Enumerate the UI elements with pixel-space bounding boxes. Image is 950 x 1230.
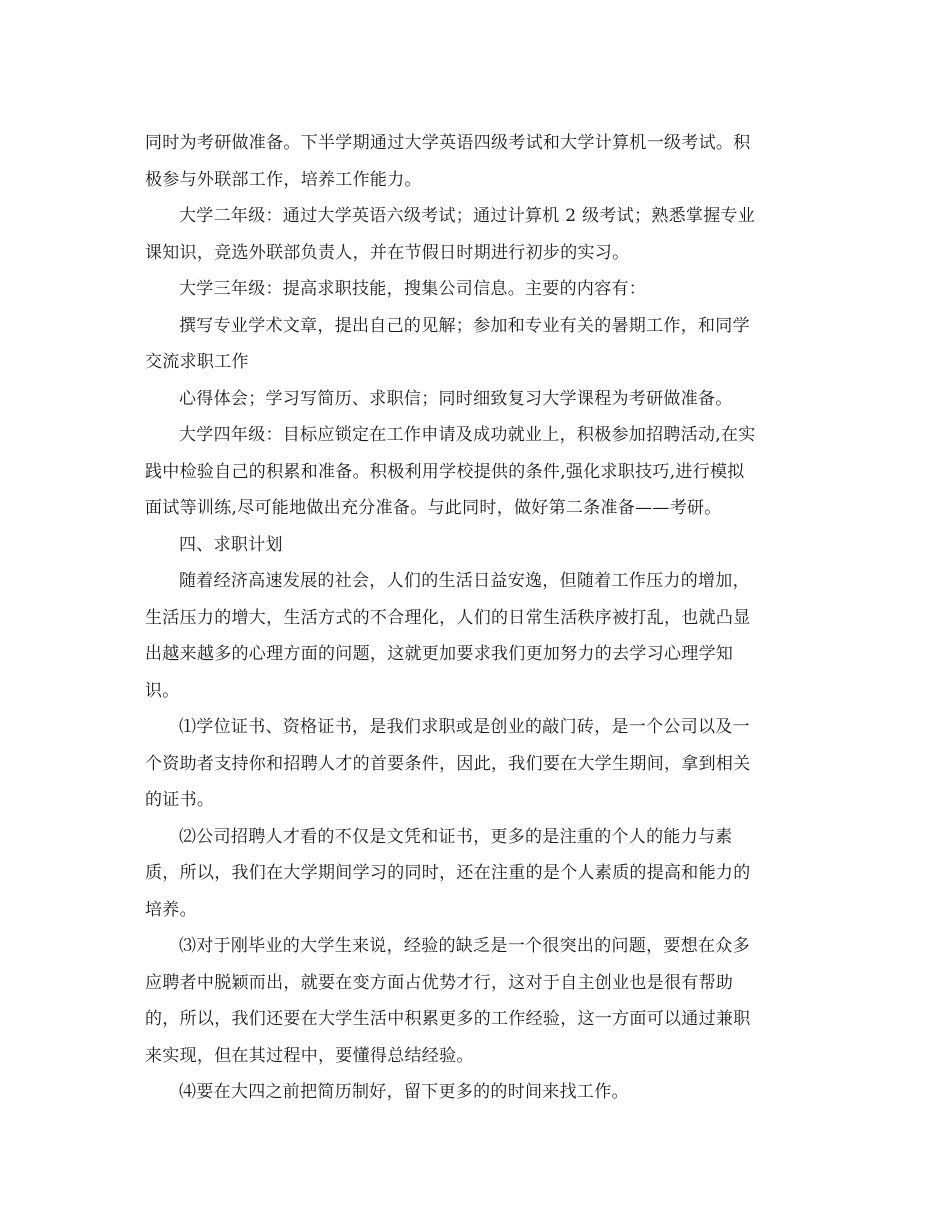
document-page: [145, 125, 810, 1111]
text-line: 大学四年级：目标应锁定在工作申请及成功就业上，积极参加招聘活动,在实: [179, 425, 756, 445]
text-line: ⑷要在大四之前把简历制好，留下更多的的时间来找工作。: [179, 1082, 629, 1102]
text-line: 应聘者中脱颖而出，就要在变方面占优势才行，这对于自主创业也是很有帮助: [145, 972, 734, 993]
text-line: 极参与外联部工作，培养工作能力。: [145, 169, 422, 190]
text-line: 面试等训练,尽可能地做出充分准备。与此同时，做好第二条准备——考研。: [145, 498, 722, 518]
text-line: 撰写专业学术文章，提出自己的见解；参加和专业有关的暑期工作，和同学: [179, 315, 750, 336]
text-line: 四、求职计划: [179, 534, 283, 555]
text-line: 随着经济高速发展的社会，人们的生活日益安逸，但随着工作压力的增加，: [179, 571, 750, 591]
text-line: 同时为考研做准备。下半学期通过大学英语四级考试和大学计算机一级考试。积: [145, 133, 751, 153]
text-line: 心得体会；学习写简历、求职信；同时细致复习大学课程为考研做准备。: [179, 388, 733, 409]
text-line: 个资助者支持你和招聘人才的首要条件，因此，我们要在大学生期间，拿到相关: [145, 753, 751, 774]
text-line: 质，所以，我们在大学期间学习的同时，还在注重的是个人素质的提高和能力的: [145, 863, 751, 883]
text-line: 交流求职工作: [145, 352, 249, 372]
text-line: 来实现，但在其过程中，要懂得总结经验。: [145, 1045, 474, 1066]
text-line: ⑵公司招聘人才看的不仅是文凭和证书，更多的是注重的个人的能力与素: [179, 826, 733, 847]
text-line: ⑶对于刚毕业的大学生来说，经验的缺乏是一个很突出的问题，要想在众多: [179, 936, 750, 956]
text-line: 的证书。: [145, 790, 215, 810]
text-line: 生活压力的增大，生活方式的不合理化，人们的日常生活秩序被打乱，也就凸显: [145, 607, 751, 628]
text-line: 的，所以，我们还要在大学生活中积累更多的工作经验，这一方面可以通过兼职: [145, 1009, 751, 1029]
text-line: 课知识，竞选外联部负责人，并在节假日时期进行初步的实习。: [145, 242, 630, 263]
text-line: 践中检验自己的积累和准备。积极利用学校提供的条件,强化求职技巧,进行模拟: [145, 461, 745, 482]
text-line: 大学二年级：通过大学英语六级考试；通过计算机 2 级考试；熟悉掌握专业: [179, 206, 756, 226]
text-line: 培养。: [145, 899, 197, 920]
text-line: ⑴学位证书、资格证书，是我们求职或是创业的敲门砖，是一个公司以及一: [179, 717, 750, 737]
text-line: 识。: [145, 680, 180, 701]
text-line: 大学三年级：提高求职技能，搜集公司信息。主要的内容有：: [179, 279, 647, 299]
text-line: 出越来越多的心理方面的问题，这就更加要求我们更加努力的去学习心理学知: [145, 644, 734, 664]
